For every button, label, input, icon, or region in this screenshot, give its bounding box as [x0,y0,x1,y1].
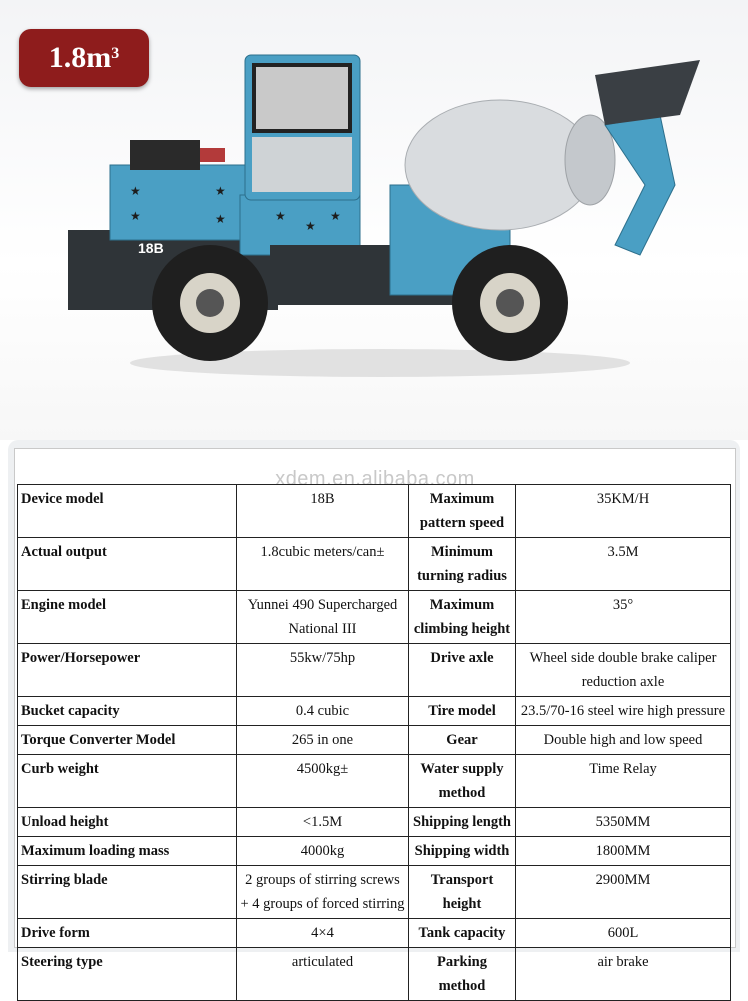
spec-value: Double high and low speed [516,726,731,755]
spec-label: Shipping width [409,837,516,866]
model-decal: 18B [138,240,164,256]
table-row [18,837,731,866]
spec-label: Bucket capacity [18,697,237,726]
table-row [18,538,731,591]
spec-label: Maximum climbing height [409,591,516,644]
spec-label: Maximum pattern speed [409,485,516,538]
table-row [18,697,731,726]
svg-text:★: ★ [130,184,141,198]
spec-label: Actual output [18,538,237,591]
svg-text:★: ★ [305,219,316,233]
spec-label: Water supply method [409,755,516,808]
spec-label: Tank capacity [409,919,516,948]
svg-text:★: ★ [215,184,226,198]
table-row [18,644,731,697]
table-row [18,948,731,1001]
spec-value: air brake [516,948,731,1001]
capacity-unit-sup: 3 [111,45,120,62]
spec-label: Gear [409,726,516,755]
table-row [18,726,731,755]
spec-value: 600L [516,919,731,948]
spec-label: Steering type [18,948,237,1001]
spec-label: Curb weight [18,755,237,808]
spec-value: 1800MM [516,837,731,866]
spec-value: 1.8cubic meters/can± [237,538,409,591]
table-row [18,808,731,837]
spec-value: articulated [237,948,409,1001]
spec-value: 0.4 cubic [237,697,409,726]
spec-label: Unload height [18,808,237,837]
spec-value: 4000kg [237,837,409,866]
spec-label: Minimum turning radius [409,538,516,591]
spec-value: Wheel side double brake caliper reduction axle [516,644,731,697]
watermark: xdem.en.alibaba.com [275,468,475,490]
capacity-value: 1.8m [48,41,112,74]
spec-value: 5350MM [516,808,731,837]
spec-label: Parking method [409,948,516,1001]
table-row [18,485,731,538]
spec-label: Torque Converter Model [18,726,237,755]
svg-text:★: ★ [215,212,226,226]
spec-label: Drive axle [409,644,516,697]
spec-value: Yunnei 490 Supercharged National III [237,591,409,644]
svg-text:★: ★ [275,209,286,223]
spec-label: Drive form [18,919,237,948]
product-photo-area [0,0,748,440]
spec-label: Stirring blade [18,866,237,919]
spec-value: <1.5M [237,808,409,837]
table-row [18,866,731,919]
mixer-truck-illustration [60,45,720,385]
spec-value: 55kw/75hp [237,644,409,697]
spec-value: 35KM/H [516,485,731,538]
spec-label: Transport height [409,866,516,919]
spec-label: Power/Horsepower [18,644,237,697]
svg-text:★: ★ [130,209,141,223]
spec-value: 265 in one [237,726,409,755]
spec-value: 35° [516,591,731,644]
spec-label: Tire model [409,697,516,726]
spec-value: 4×4 [237,919,409,948]
spec-label: Device model [18,485,237,538]
svg-text:★: ★ [330,209,341,223]
spec-value: 2900MM [516,866,731,919]
spec-value: 3.5M [516,538,731,591]
rear-wheel [152,245,268,361]
spec-value: Time Relay [516,755,731,808]
spec-value: 2 groups of stirring screws + 4 groups of forced stirring [237,866,409,919]
table-row [18,919,731,948]
spec-label: Maximum loading mass [18,837,237,866]
spec-value: 23.5/70-16 steel wire high pressure [516,697,731,726]
table-row [18,591,731,644]
spec-table [17,484,731,1001]
front-wheel [452,245,568,361]
table-row [18,755,731,808]
spec-value: 4500kg± [237,755,409,808]
spec-label: Shipping length [409,808,516,837]
spec-label: Engine model [18,591,237,644]
spec-value: 18B [237,485,409,538]
